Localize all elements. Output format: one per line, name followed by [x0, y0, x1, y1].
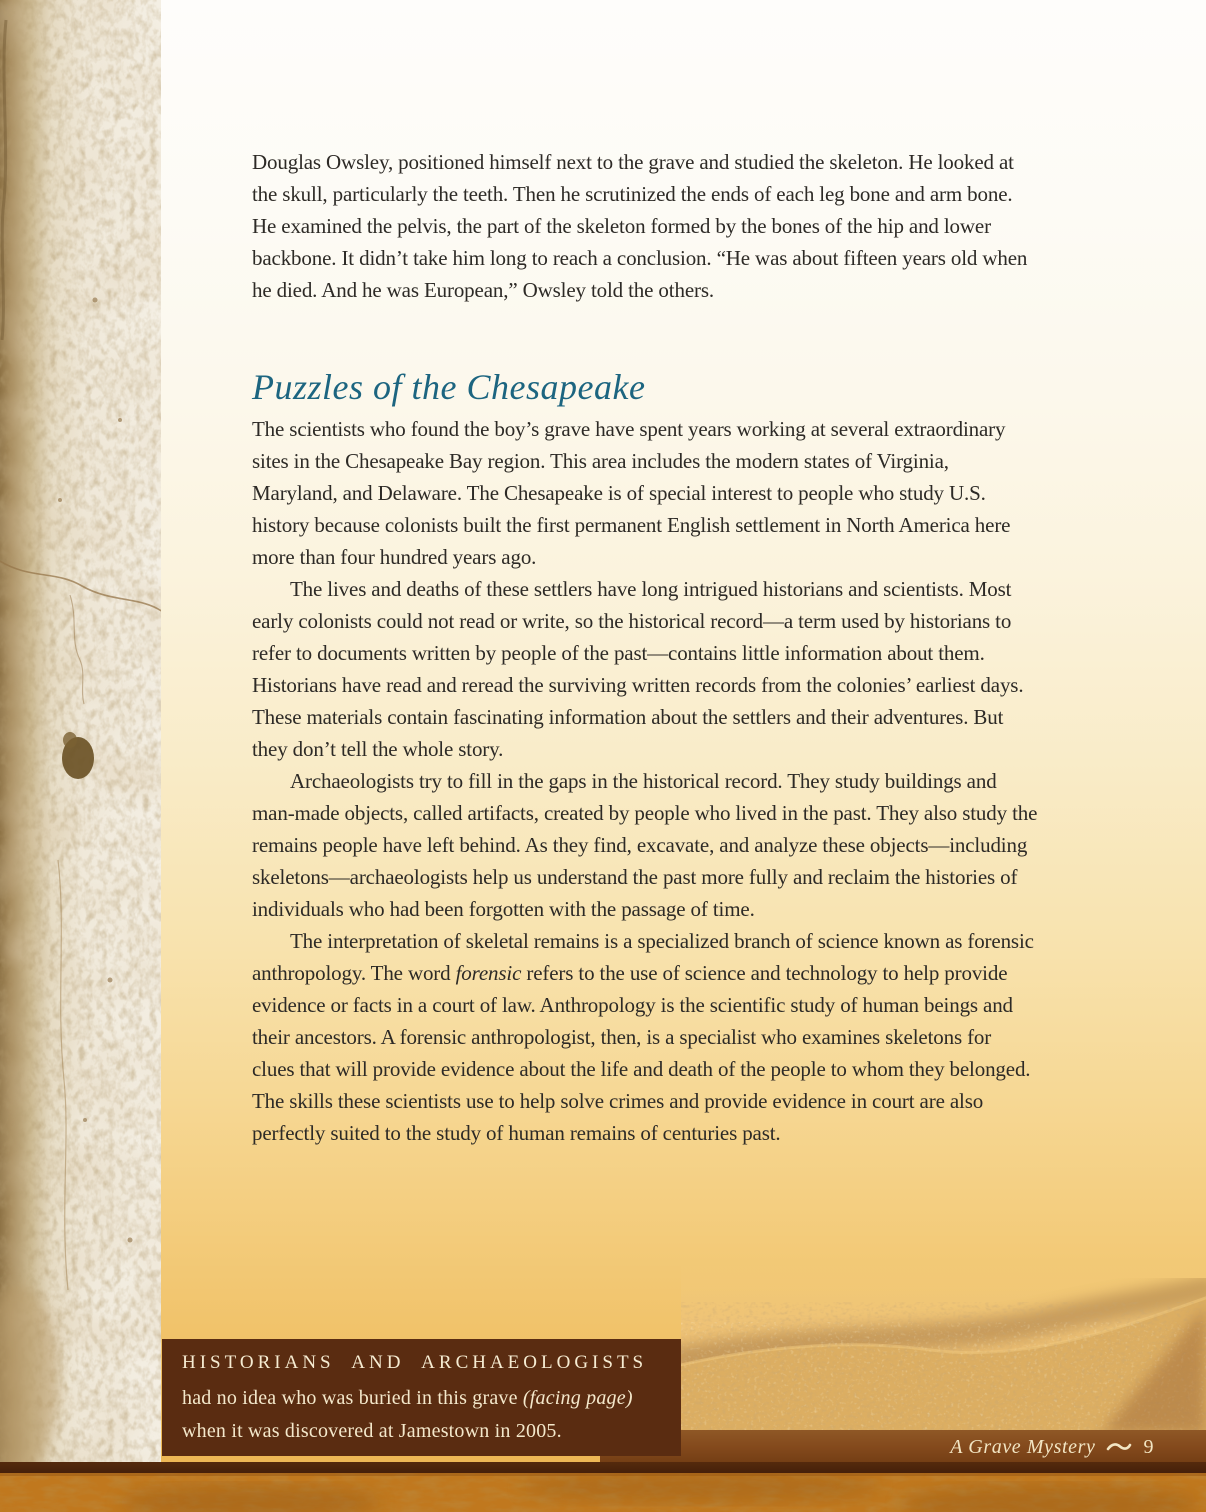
paragraph-archaeologists: Archaeologists try to fill in the gaps in the historical record. They study buildings and man-made objects, called artifacts, created by people who lived in the past. They also study the remains people have left behind. As they find, excavate, and analyze these objects—including skeletons—archaeologists help us understand the past more fully and reclaim the histories of individuals who had been forgotten with the passage of time. [252, 769, 1038, 921]
paragraph-settlers: The lives and deaths of these settlers have long intrigued historians and scientists. Most early colonists could not read or write, so the historical record—a term used by historians to refer to documents written by people of the past—contains little information about them. Historians have read and reread the surviving written records from the colonies’ earliest days. These materials contain fascinating information about the settlers and their adventures. But they don’t tell the whole story. [252, 577, 1024, 761]
section-heading: Puzzles of the Chesapeake [252, 367, 646, 407]
footer-band [600, 1430, 1206, 1462]
running-footer-book-title: A Grave Mystery [950, 1436, 1096, 1458]
forensic-italic-term: forensic [455, 961, 522, 985]
divider-strip [0, 1462, 1206, 1473]
paragraph-intro: Douglas Owsley, positioned himself next to the grave and studied the skeleton. He looked at the skull, particularly the teeth. Then he scrutinized the ends of each leg bone and arm bone. He examined the pelvis, the part of the skeleton formed by the bones of the hip and lower backbone. It didn’t take him long to reach a conclusion. “He was about fifteen years old when he died. And he was European,” Owsley told the others. [252, 150, 1028, 302]
caption-line-3: when it was discovered at Jamestown in 2005. [182, 1420, 562, 1442]
paragraph-chesapeake: The scientists who found the boy’s grave have spent years working at several extraordinary sites in the Chesapeake Bay region. This area includes the modern states of Virginia, Maryland, and Delaware. The Chesapeake is of special interest to people who study U.S. history because colonists built the first permanent English settlement in North America here more than four hundred years ago. [252, 417, 1011, 569]
sand-dune-photo [681, 1262, 1206, 1430]
page-number: 9 [1143, 1436, 1154, 1458]
main-text-column [252, 146, 1038, 1149]
caption-italic-facing-page: (facing page) [522, 1387, 633, 1409]
caption-lead: HISTORIANS AND ARCHAEOLOGISTS [182, 1352, 648, 1373]
caption-line-2 [182, 1382, 661, 1415]
forensic-text-after: refers to the use of science and technology to help provide evidence or facts in a court of law. Anthropology is the scientific study of human beings and their ancestors. A forensic anthropologist, then, is a specialist who examines skeletons for clues that will provide evidence about the life and death of the people to whom they belonged. The skills these scientists use to help solve crimes and provide evidence in court are also perfectly suited to the study of human remains of centuries past. [252, 961, 1031, 1145]
soil-texture-strip [0, 1473, 1206, 1512]
excavation-wall-texture-image [0, 0, 161, 1462]
paragraph-forensic [252, 925, 1038, 1149]
swung-dash-icon [1106, 1430, 1132, 1462]
forensic-text-before: The interpretation of skeletal remains is a specialized branch of science known as forensic anthropology. The word [252, 929, 1034, 985]
photo-caption-box [162, 1339, 681, 1456]
caption-text: had no idea who was buried in this grave [182, 1387, 523, 1409]
